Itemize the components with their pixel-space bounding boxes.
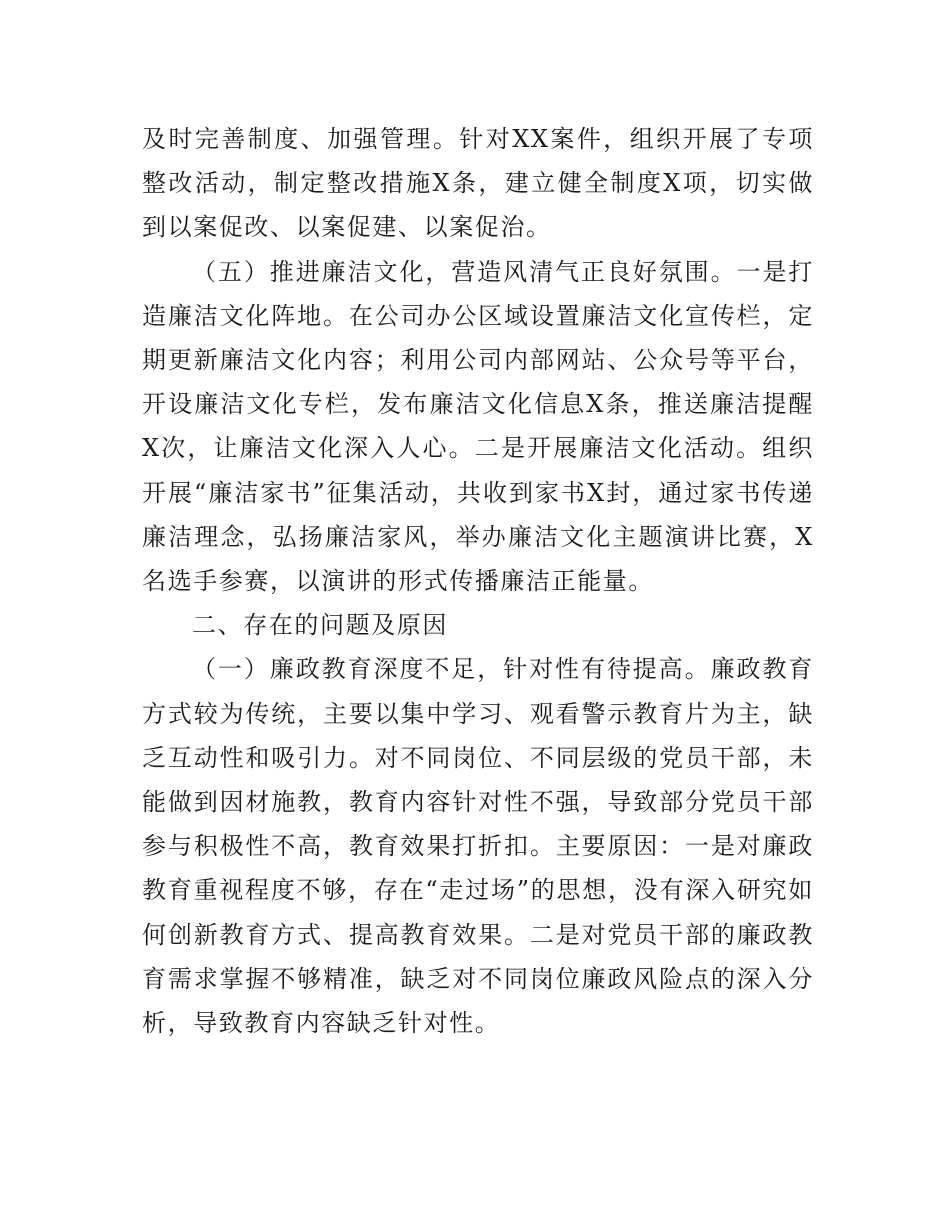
- paragraph-continuation: 及时完善制度、加强管理。针对XX案件，组织开展了专项整改活动，制定整改措施X条，建立健全制度X项，切实做到以案促改、以案促建、以案促治。: [142, 125, 814, 242]
- paragraph-problem-one: （一）廉政教育深度不足，针对性有待提高。廉政教育方式较为传统，主要以集中学习、观看警示教育片为主，缺乏互动性和吸引力。对不同岗位、不同层级的党员干部，未能做到因材施教，教育内容针对性不强，导致部分党员干部参与积极性不高，教育效果打折扣。主要原因：一是对廉政教育重视程度不够，存在“走过场”的思想，没有深入研究如何创新教育方式、提高教育效果。二是对党员干部的廉政教育需求掌握不够精准，缺乏对不同岗位廉政风险点的深入分析，导致教育内容缺乏针对性。: [142, 655, 814, 1038]
- document-body: [142, 117, 814, 1045]
- paragraph-section-five: （五）推进廉洁文化，营造风清气正良好氛围。一是打造廉洁文化阵地。在公司办公区域设置廉洁文化宣传栏，定期更新廉洁文化内容；利用公司内部网站、公众号等平台，开设廉洁文化专栏，发布廉洁文化信息X条，推送廉洁提醒X次，让廉洁文化深入人心。二是开展廉洁文化活动。组织开展“廉洁家书”征集活动，共收到家书X封，通过家书传递廉洁理念，弘扬廉洁家风，举办廉洁文化主题演讲比赛，X名选手参赛，以演讲的形式传播廉洁正能量。: [142, 257, 814, 596]
- heading-problems-and-causes: 二、存在的问题及原因: [192, 611, 448, 640]
